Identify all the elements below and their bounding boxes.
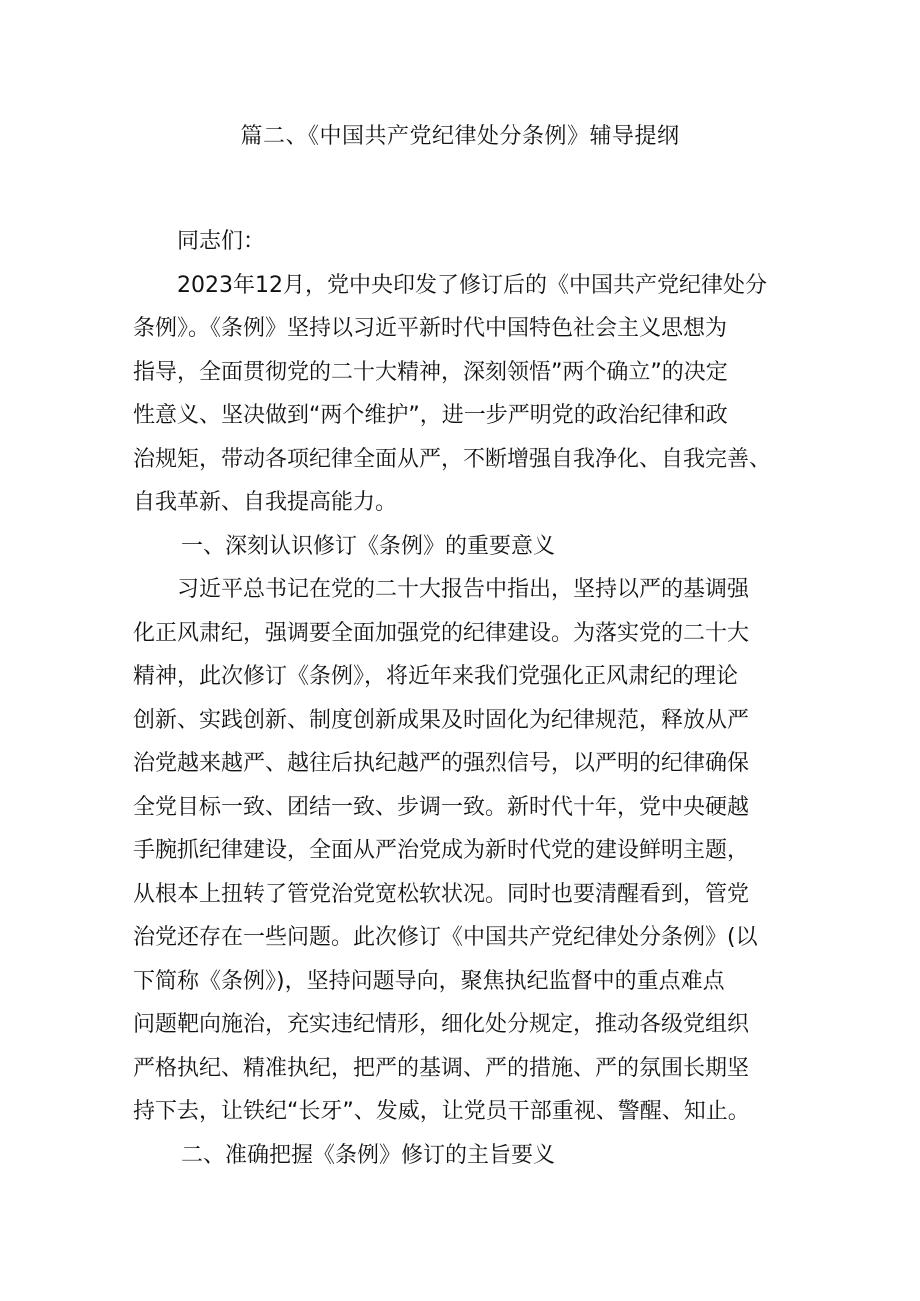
salutation (133, 220, 797, 264)
section1-line: 下简称《条例》)，坚持问题导向，聚焦执纪监督中的重点难点 (133, 968, 725, 994)
section1-line: 治党越来越严、越往后执纪越严的强烈信号，以严明的纪律确保 (133, 751, 750, 776)
intro-line: 自我革新、自我提高能力。 (133, 490, 398, 515)
section1-line: 全党目标一致、团结一致、步调一致。新时代十年，党中央硬越 (133, 794, 750, 820)
section1-line: 持下去，让铁纪“长牙”、发威，让党员干部重视、警醒、知止。 (133, 1099, 750, 1124)
section1-line: 精神，此次修订《条例》，将近年来我们党强化正风肃纪的理论 (133, 664, 739, 689)
section1-line: 从根本上扭转了管党治党宽松软状况。同时也要清醒看到，管党 (133, 881, 750, 907)
document-title: 篇二、《中国共产党纪律处分条例》辅导提纲 (240, 124, 680, 149)
section1-line: 问题靶向施治，充实违纪情形，细化处分规定，推动各级党组织 (133, 1012, 750, 1037)
section1-line: 手腕抓纪律建设，全面从严治党成为新时代党的建设鲜明主题， (133, 838, 750, 863)
intro-line: 指导，全面贯彻党的二十大精神，深刻领悟”两个确立”的决定 (133, 359, 728, 385)
intro-line: 条例》。《条例》坚持以习近平新时代中国特色社会主义思想为 (133, 316, 728, 341)
section1-line: 创新、实践创新、制度创新成果及时固化为纪律规范，释放从严 (133, 707, 750, 733)
intro-line: 性意义、坚决做到“两个维护”，进一步严明党的政治纪律和政 (133, 403, 728, 428)
section1-paragraph (133, 568, 797, 1134)
intro-line: 治规矩，带动各项纪律全面从严，不断增强自我净化、自我完善、 (133, 446, 772, 472)
document-body (133, 220, 797, 1177)
section1-line: 治党还存在一些问题。此次修订《中国共产党纪律处分条例》(以 (133, 925, 758, 950)
intro-line: 2023年12月，党中央印发了修订后的《中国共产党纪律处分 (177, 272, 767, 298)
section1-line: 习近平总书记在党的二十大报告中指出，坚持以严的基调强 (177, 577, 750, 602)
section-heading-2: 二、准确把握《条例》修订的主旨要义 (181, 1142, 556, 1168)
section1-line: 严格执纪、精准执纪，把严的基调、严的措施、严的氛围长期坚 (133, 1055, 750, 1081)
salutation-text: 同志们： (177, 229, 266, 254)
section-heading-1: 一、深刻认识修订《条例》的重要意义 (181, 533, 556, 559)
section1-line: 化正风肃纪，强调要全面加强党的纪律建设。为落实党的二十大 (133, 620, 750, 646)
intro-paragraph (133, 264, 797, 525)
